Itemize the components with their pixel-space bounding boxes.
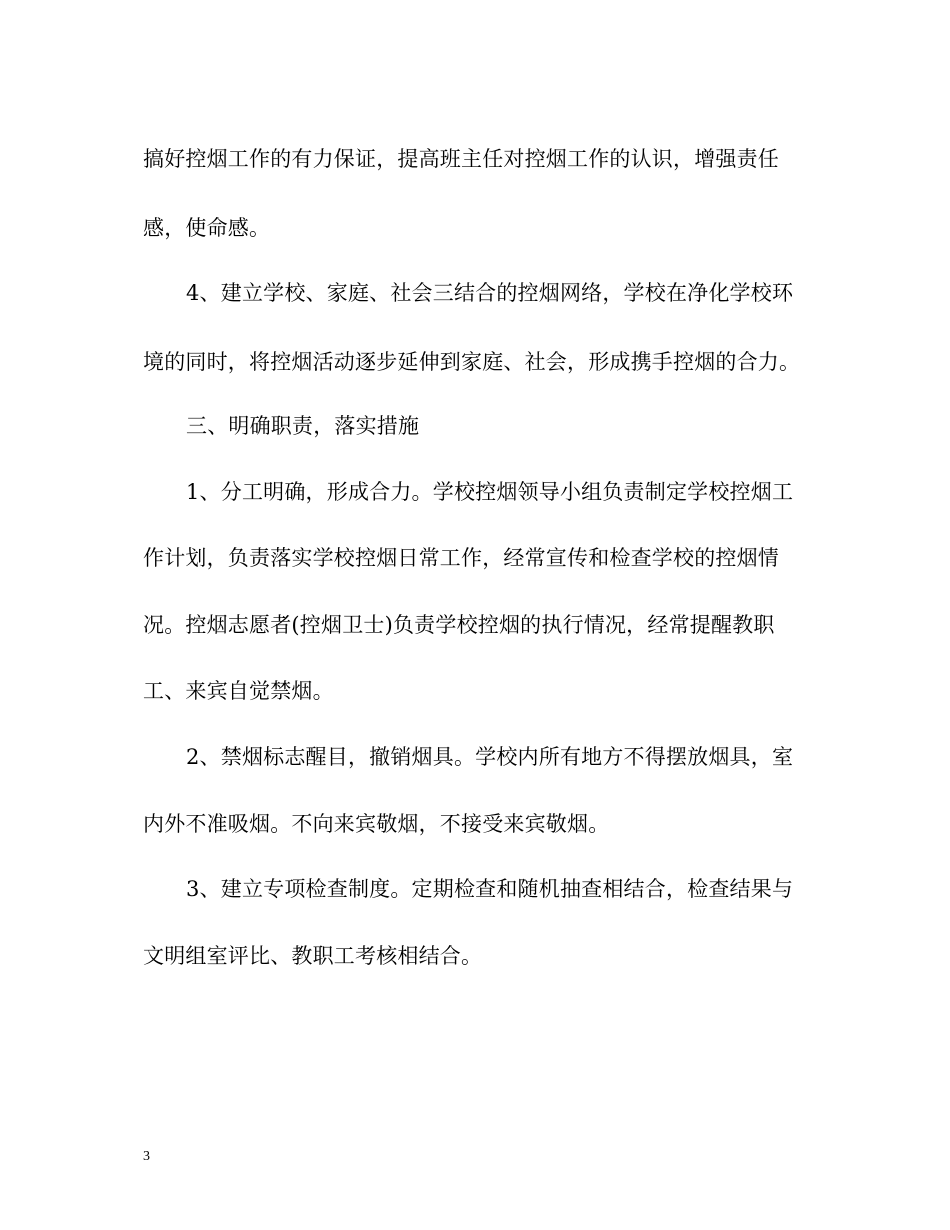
paragraph-line-6: 1、分工明确，形成合力。学校控烟领导小组负责制定学校控烟工 [186, 480, 794, 504]
paragraph-line-4: 境的同时，将控烟活动逐步延伸到家庭、社会，形成携手控烟的合力。 [143, 350, 801, 374]
paragraph-line-12: 3、建立专项检查制度。定期检查和随机抽查相结合，检查结果与 [186, 877, 794, 901]
paragraph-line-13: 文明组室评比、教职工考核相结合。 [143, 944, 483, 968]
paragraph-line-7: 作计划，负责落实学校控烟日常工作，经常宣传和检查学校的控烟情 [143, 546, 779, 570]
paragraph-line-2: 感，使命感。 [143, 216, 271, 240]
paragraph-line-8: 况。控烟志愿者(控烟卫士)负责学校控烟的执行情况，经常提醒教职 [143, 613, 775, 637]
section-heading: 三、明确职责，落实措施 [186, 414, 420, 438]
paragraph-line-10: 2、禁烟标志醒目，撤销烟具。学校内所有地方不得摆放烟具，室 [186, 745, 794, 769]
paragraph-line-11: 内外不准吸烟。不向来宾敬烟，不接受来宾敬烟。 [143, 812, 610, 836]
paragraph-line-3: 4、建立学校、家庭、社会三结合的控烟网络，学校在净化学校环 [186, 281, 794, 305]
paragraph-line-1: 搞好控烟工作的有力保证，提高班主任对控烟工作的认识，增强责任 [143, 147, 779, 171]
page-number: 3 [143, 1149, 150, 1164]
paragraph-line-9: 工、来宾自觉禁烟。 [143, 679, 334, 703]
